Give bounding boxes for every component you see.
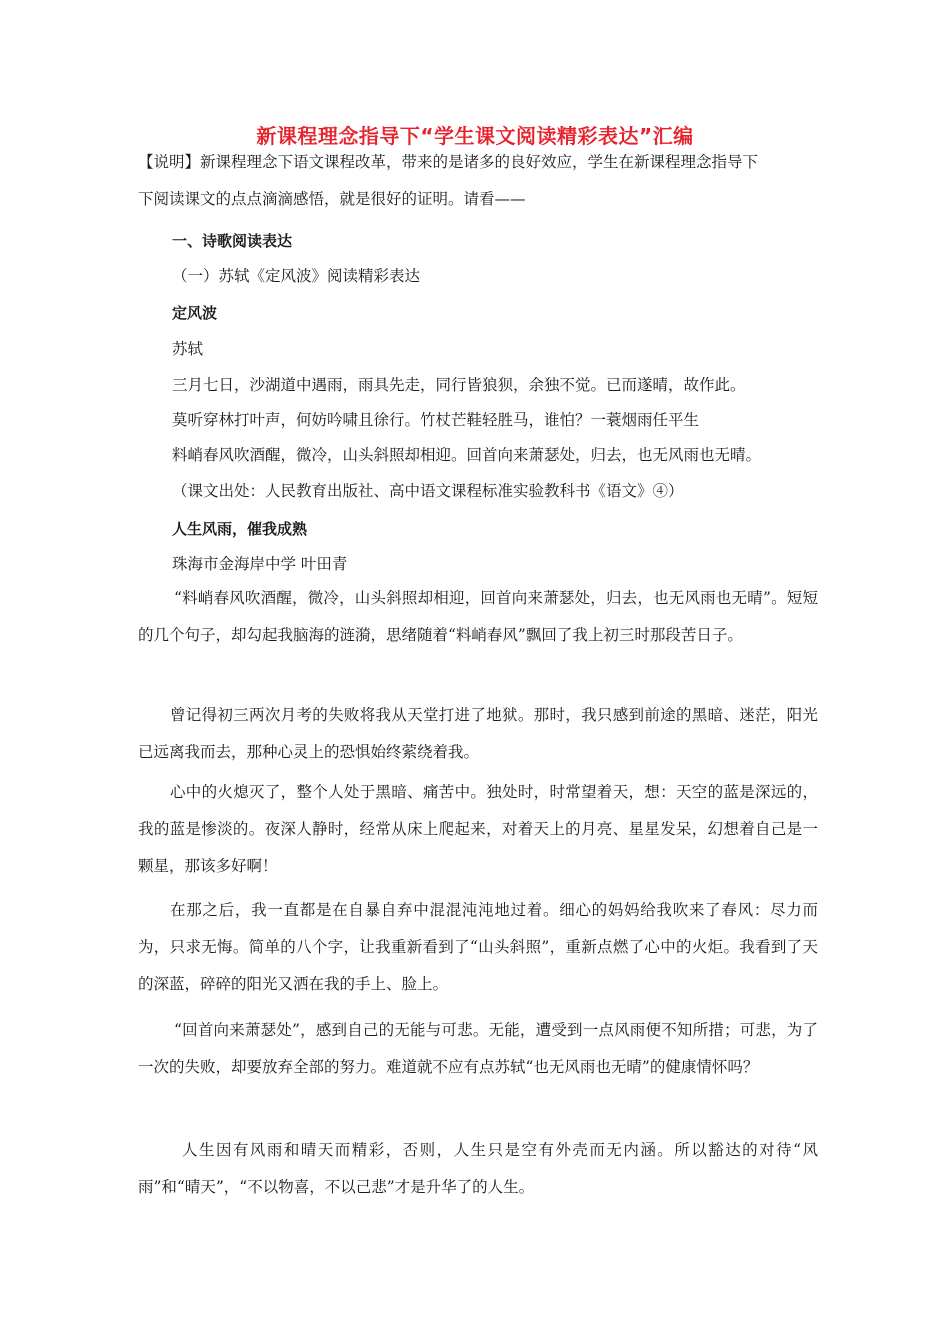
document-title: 新课程理念指导下“学生课文阅读精彩表达”汇编 <box>256 124 694 148</box>
essay-paragraph: “回首向来萧瑟处”，感到自己的无能与可悲。无能，遭受到一点风雨便不知所措；可悲，为了一次的失败，却要放弃全部的努力。难道就不应有点苏轼“也无风雨也无晴”的健康情怀吗？ <box>138 1021 818 1076</box>
essay-title: 人生风雨，催我成熟 <box>172 520 308 538</box>
intro-line-2: 下阅读课文的点点滴滴感悟，就是很好的证明。请看—— <box>138 190 526 208</box>
essay-paragraph: 在那之后，我一直都是在自暴自弃中混混沌沌地过着。细心的妈妈给我吹来了春风：尽力而为，只求无悔。简单的八个字，让我重新看到了“山头斜照”，重新点燃了心中的火炬。我看到了天的深蓝，碎碎的阳光又洒在我的手上、脸上。 <box>138 901 818 993</box>
poem-preface: 三月七日，沙湖道中遇雨，雨具先走，同行皆狼狈，余独不觉。已而遂晴，故作此。 <box>172 376 746 394</box>
subsection-heading: （一）苏轼《定风波》阅读精彩表达 <box>172 267 421 285</box>
essay-paragraph: 心中的火熄灭了，整个人处于黑暗、痛苦中。独处时，时常望着天，想：天空的蓝是深远的，我的蓝是惨淡的。夜深人静时，经常从床上爬起来，对着天上的月亮、星星发呆，幻想着自己是一颗星，那该多好啊！ <box>138 783 818 875</box>
poem-source: （课文出处：人民教育出版社、高中语文课程标准实验教科书《语文》④） <box>172 482 684 500</box>
essay-byline: 珠海市金海岸中学 叶田青 <box>172 555 348 573</box>
poem-author: 苏轼 <box>172 340 204 358</box>
poem-stanza-1: 莫听穿林打叶声，何妨吟啸且徐行。竹杖芒鞋轻胜马，谁怕？一蓑烟雨任平生 <box>172 411 700 429</box>
essay-paragraph: 人生因有风雨和晴天而精彩，否则，人生只是空有外壳而无内涵。所以豁达的对待“风雨”和“晴天”，“不以物喜，不以己悲”才是升华了的人生。 <box>138 1141 818 1196</box>
poem-stanza-2: 料峭春风吹酒醒，微冷，山头斜照却相迎。回首向来萧瑟处，归去，也无风雨也无晴。 <box>172 446 762 464</box>
essay-paragraph: 曾记得初三两次月考的失败将我从天堂打进了地狱。那时，我只感到前途的黑暗、迷茫，阳光已远离我而去，那种心灵上的恐惧始终萦绕着我。 <box>138 706 818 761</box>
poem-title: 定风波 <box>172 304 218 322</box>
essay-paragraph: “料峭春风吹酒醒，微冷，山头斜照却相迎，回首向来萧瑟处，归去，也无风雨也无晴”。短短的几个句子，却勾起我脑海的涟漪，思绪随着“料峭春风”飘回了我上初三时那段苦日子。 <box>138 589 818 644</box>
intro-line-1: 【说明】新课程理念下语文课程改革，带来的是诸多的良好效应，学生在新课程理念指导下 <box>138 153 759 171</box>
section-heading: 一、诗歌阅读表达 <box>172 232 293 250</box>
